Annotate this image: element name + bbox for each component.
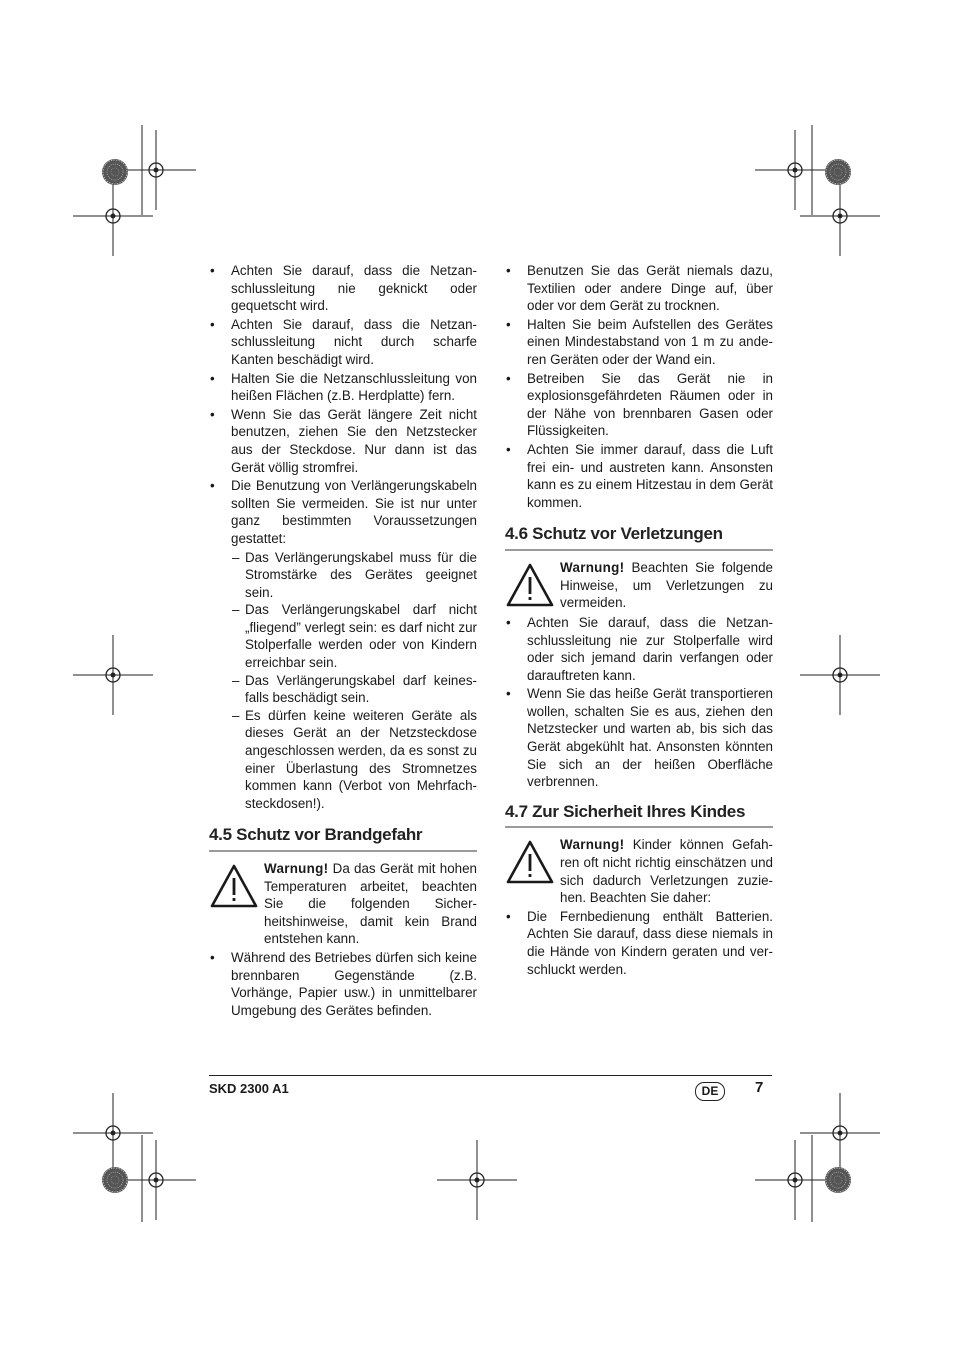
color-target-icon	[102, 1167, 128, 1193]
list-item: • Die Benutzung von Verlängerungskabeln sollten Sie vermeiden. Sie ist nur unter ganz bestimmten Voraussetzungen gestattet:	[209, 477, 477, 547]
list-item: • Wenn Sie das heiße Gerät transportieren wollen, schalten Sie es aus, ziehen den Netzstecker und warten ab, bis sich das Gerät abgekühlt hat. Ansonsten könnten Sie sich an der heißen Oberfläche verbrennen.	[505, 685, 773, 791]
list-item: • Achten Sie darauf, dass die Netzanschlussleitung nicht durch scharfe Kanten beschädigt wird.	[209, 316, 477, 369]
registration-mark-icon	[800, 1093, 880, 1173]
list-item: • Halten Sie beim Aufstellen des Gerätes einen Mindestabstand von 1 m zu anderen Geräten oder der Wand ein.	[505, 316, 773, 369]
list-item: • Benutzen Sie das Gerät niemals dazu, Textilien oder andere Dinge auf, über oder vor dem Gerät zu trocknen.	[505, 262, 773, 315]
registration-mark-icon	[73, 635, 153, 715]
warning-triangle-icon	[505, 562, 555, 608]
right-column	[505, 262, 773, 979]
sub-list-item: – Es dürfen keine weiteren Geräte als dieses Gerät an der Netzsteckdose angeschlossen werden, da es sonst zu einer Überlastung des Stromnetzes kommen kann (Verbot von Mehrfachsteckdosen!).	[209, 707, 477, 813]
section-heading-4-5: 4.5 Schutz vor Brandgefahr	[209, 826, 477, 852]
warning-triangle-icon	[209, 863, 259, 909]
warning-box	[505, 836, 773, 906]
list-item: • Achten Sie darauf, dass die Netzanschlussleitung nie zur Stolperfalle wird oder sich jemand darin verfangen oder darauftreten kann.	[505, 614, 773, 684]
registration-mark-icon	[73, 1093, 153, 1173]
model-number: SKD 2300 A1	[209, 1081, 289, 1096]
color-target-icon	[825, 1167, 851, 1193]
page-footer	[209, 1075, 772, 1098]
registration-mark-icon	[755, 130, 835, 210]
registration-mark-icon	[116, 130, 196, 210]
warning-label: Warnung!	[560, 559, 625, 575]
page-number: 7	[755, 1079, 764, 1096]
warning-label: Warnung!	[560, 837, 625, 853]
registration-mark-icon	[73, 176, 153, 256]
warning-box	[209, 860, 477, 948]
sub-list-item: – Das Verlängerungskabel darf nicht „fliegend” verlegt sein: es darf nicht zur Stolperfalle werden oder von Kindern erreichbar sein.	[209, 601, 477, 671]
color-target-icon	[102, 159, 128, 185]
warning-text: Kinder können Gefahren oft nicht richtig einschätzen und sich dadurch Verletzungen zuziehen. Beachten Sie daher:	[560, 837, 773, 906]
list-item: • Die Fernbedienung enthält Batterien. Achten Sie darauf, dass diese niemals in die Hände von Kindern geraten und verschluckt werden.	[505, 908, 773, 978]
warning-label: Warnung!	[264, 861, 329, 876]
sub-list-item: – Das Verlängerungskabel darf keinesfalls beschädigt sein.	[209, 672, 477, 707]
list-item: • Wenn Sie das Gerät längere Zeit nicht benutzen, ziehen Sie den Netzstecker aus der Steckdose. Nur dann ist das Gerät völlig stromfrei.	[209, 406, 477, 476]
color-target-icon	[825, 159, 851, 185]
list-item: • Achten Sie darauf, dass die Netzanschlussleitung nie geknickt oder gequetscht wird.	[209, 262, 477, 315]
warning-box	[505, 559, 773, 613]
list-item: • Achten Sie immer darauf, dass die Luft frei ein- und austreten kann. Ansonsten kann es zu einem Hitzestau in dem Gerät kommen.	[505, 441, 773, 511]
warning-text: Da das Gerät mit hohen Temperaturen arbeitet, beachten Sie die folgenden Sicherheitshinweise, damit kein Brand entstehen kann.	[264, 861, 477, 947]
registration-mark-icon	[116, 1140, 196, 1220]
section-heading-4-6: 4.6 Schutz vor Verletzungen	[505, 525, 773, 551]
registration-mark-icon	[755, 1140, 835, 1220]
language-badge: DE	[695, 1082, 725, 1101]
warning-text: Beachten Sie folgende Hinweise, um Verletzungen zu vermeiden.	[560, 559, 773, 611]
list-item: • Halten Sie die Netzanschlussleitung von heißen Flächen (z.B. Herdplatte) fern.	[209, 370, 477, 405]
registration-mark-icon	[800, 635, 880, 715]
sub-list-item: – Das Verlängerungskabel muss für die Stromstärke des Gerätes geeignet sein.	[209, 549, 477, 602]
registration-mark-icon	[800, 176, 880, 256]
list-item: • Während des Betriebes dürfen sich keine brennbaren Gegenstände (z.B. Vorhänge, Papier usw.) in unmittelbarer Umgebung des Gerätes befinden.	[209, 949, 477, 1019]
list-item: • Betreiben Sie das Gerät nie in explosionsgefährdeten Räumen oder in der Nähe von brennbaren Gasen oder Flüssigkeiten.	[505, 370, 773, 440]
section-heading-4-7: 4.7 Zur Sicherheit Ihres Kindes	[505, 803, 773, 829]
registration-mark-icon	[437, 1140, 517, 1220]
warning-triangle-icon	[505, 839, 555, 885]
left-column	[209, 262, 477, 1020]
